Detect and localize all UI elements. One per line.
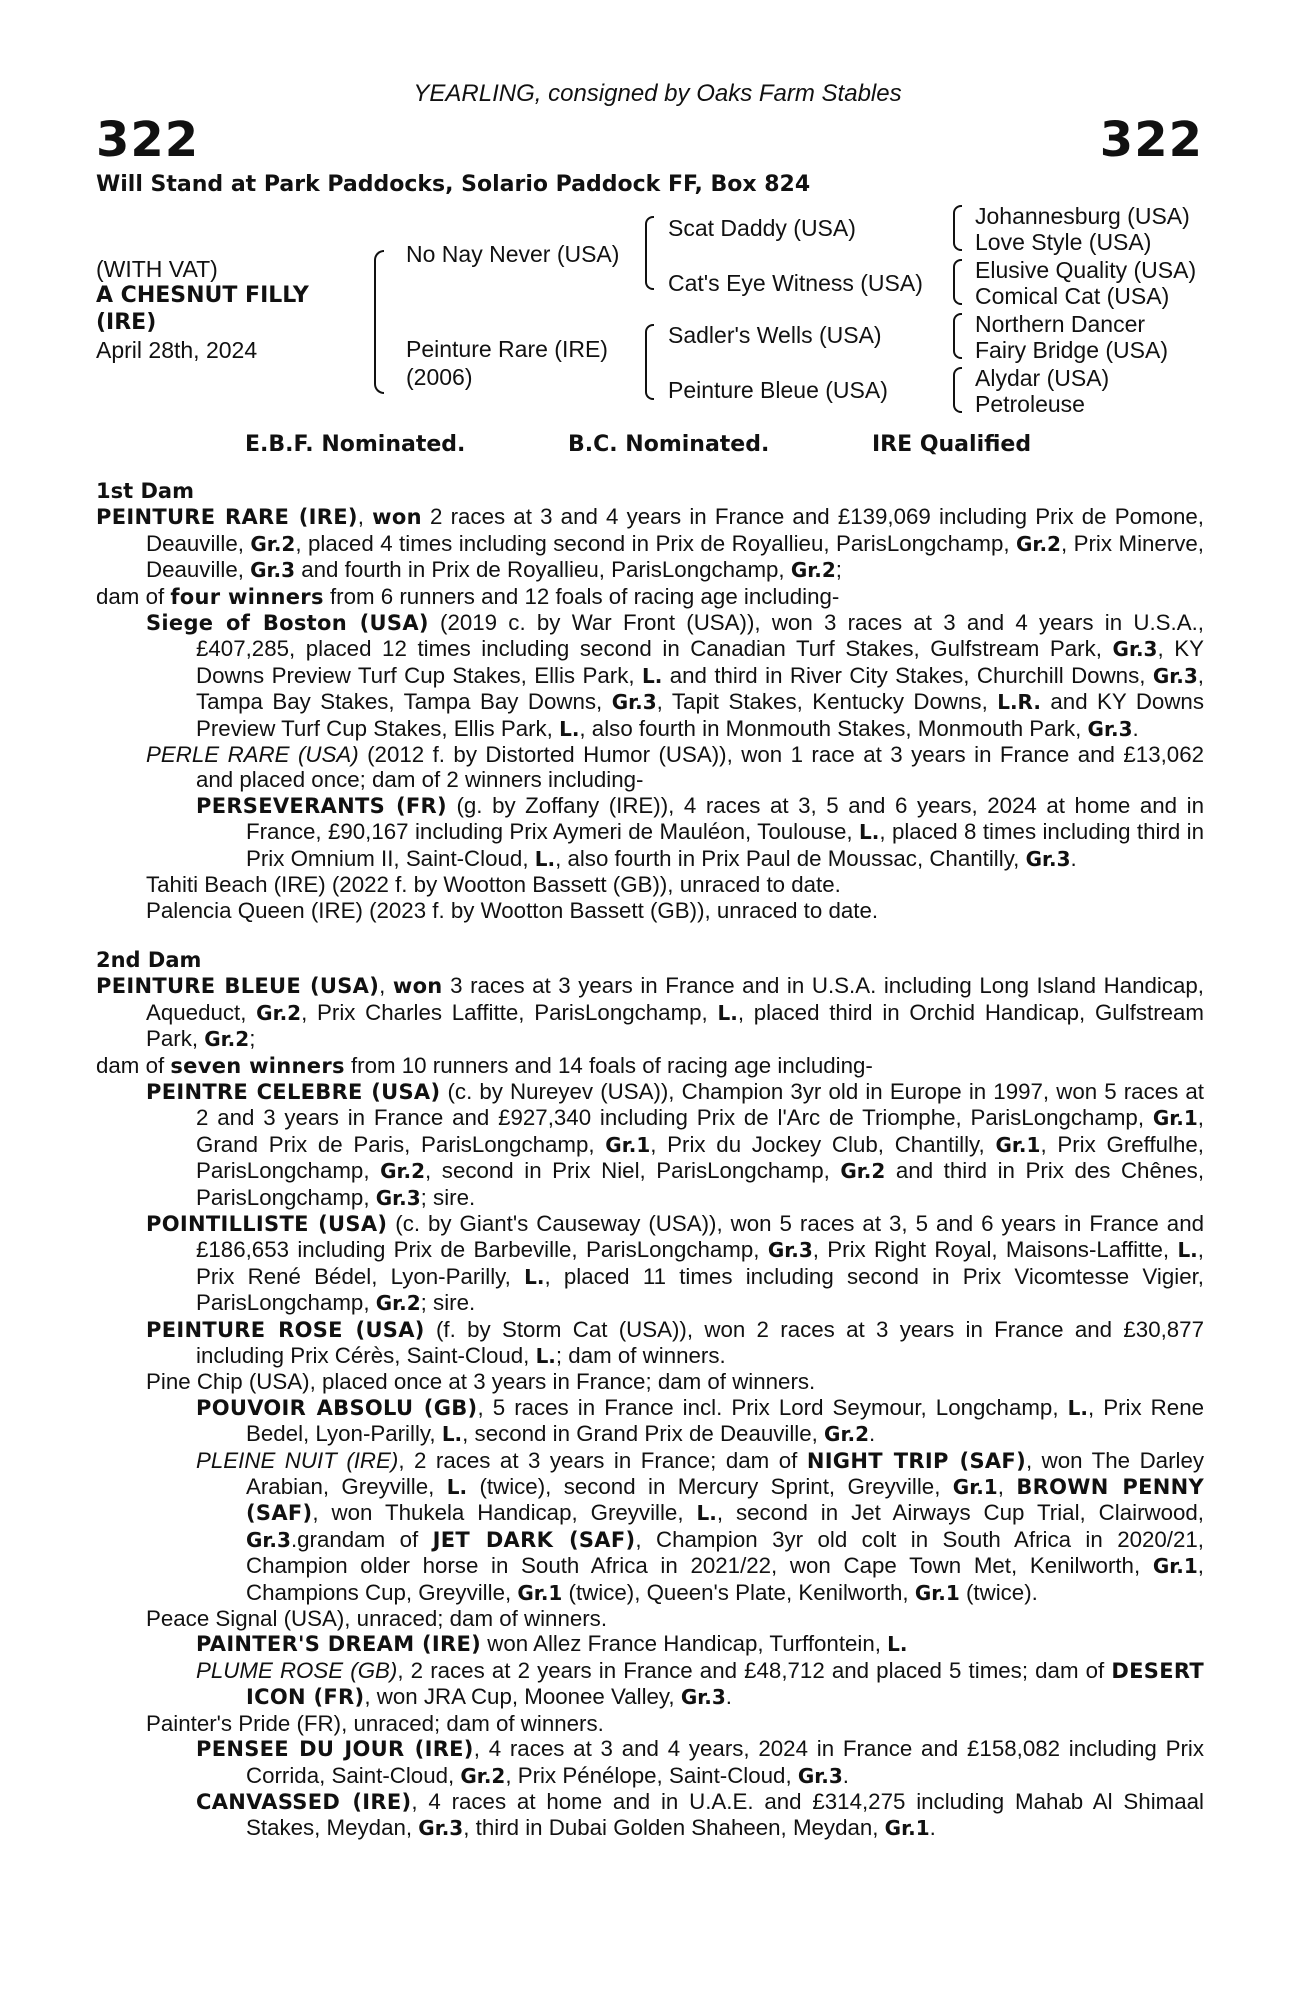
first-dam-heading: 1st Dam <box>96 479 194 503</box>
produce-entry: PAINTER'S DREAM (IRE) won Allez France Handicap, Turffontein, L. <box>196 1631 908 1657</box>
pedigree-dam-dam: Peinture Bleue (USA) <box>668 377 888 403</box>
pedigree-bracket-g4 <box>953 367 962 413</box>
produce-entry: POUVOIR ABSOLU (GB), 5 races in France incl. Prix Lord Seymour, Longchamp, L., Prix Rene Bedel, Lyon-Parilly, L., second in Grand Prix de Deauville, Gr.2. <box>196 1394 1204 1447</box>
bc-nominated: B.C. Nominated. <box>568 432 770 457</box>
pedigree-sire-dam: Cat's Eye Witness (USA) <box>668 270 923 296</box>
pedigree-gg-8: Petroleuse <box>975 391 1085 417</box>
pedigree-gg-6: Fairy Bridge (USA) <box>975 337 1168 363</box>
pedigree-sire: No Nay Never (USA) <box>406 241 620 267</box>
produce-entry: POINTILLISTE (USA) (c. by Giant's Causeway (USA)), won 5 races at 3, 5 and 6 years in France and £186,653 including Prix de Barbeville, ParisLongchamp, Gr.3, Prix Right Royal, Maisons-Laffitte, L., Prix René Bédel, Lyon-Parilly, L., placed 11 times including second in Prix Vicomtesse Vigier, ParisLongchamp, Gr.2; sire. <box>146 1210 1204 1316</box>
pedigree-bracket-g2 <box>953 259 962 305</box>
produce-entry: Pine Chip (USA), placed once at 3 years in France; dam of winners. <box>146 1369 816 1395</box>
pedigree-gg-7: Alydar (USA) <box>975 365 1110 391</box>
pedigree-gg-2: Love Style (USA) <box>975 229 1152 255</box>
produce-entry: PEINTURE ROSE (USA) (f. by Storm Cat (USA)), won 2 races at 3 years in France and £30,877 including Prix Cérès, Saint-Cloud, L.; dam of winners. <box>146 1316 1204 1368</box>
produce-entry: PLUME ROSE (GB), 2 races at 2 years in France and £48,712 and placed 5 times; dam of DESERT ICON (FR), won JRA Cup, Moonee Valley, Gr.3. <box>196 1657 1204 1710</box>
lot-number-left: 322 <box>96 112 200 168</box>
lot-description: A CHESNUT FILLY <box>96 283 309 308</box>
ebf-nominated: E.B.F. Nominated. <box>245 432 466 457</box>
first-dam-name: PEINTURE RARE (IRE) <box>96 505 358 530</box>
pedigree-bracket-sire <box>645 216 654 290</box>
produce-entry: PENSEE DU JOUR (IRE), 4 races at 3 and 4 years, 2024 in France and £158,082 including Prix Corrida, Saint-Cloud, Gr.2, Prix Pénélope, Saint-Cloud, Gr.3. <box>196 1736 1204 1788</box>
produce-entry: PERLE RARE (USA) (2012 f. by Distorted Humor (USA)), won 1 race at 3 years in France and £13,062 and placed once; dam of 2 winners including- <box>146 742 1205 793</box>
produce-entry: PEINTRE CELEBRE (USA) (c. by Nureyev (USA)), Champion 3yr old in Europe in 1997, won 5 races at 2 and 3 years in France and £927,340 including Prix de l'Arc de Triomphe, ParisLongchamp, Gr.1, Grand Prix de Paris, ParisLongchamp, Gr.1, Prix du Jockey Club, Chantilly, Gr.1, Prix Greffulhe, ParisLongchamp, Gr.2, second in Prix Niel, ParisLongchamp, Gr.2 and third in Prix des Chênes, ParisLongchamp, Gr.3; sire. <box>146 1078 1205 1210</box>
lot-breeding-country: (IRE) <box>96 310 157 335</box>
ire-qualified: IRE Qualified <box>872 432 1032 457</box>
pedigree-gg-4: Comical Cat (USA) <box>975 283 1170 309</box>
lot-number-right: 322 <box>1099 112 1203 168</box>
pedigree-gg-5: Northern Dancer <box>975 311 1146 337</box>
pedigree-notes <box>96 478 1204 1842</box>
pedigree-gg-1: Johannesburg (USA) <box>975 203 1190 229</box>
consignor-subtitle: YEARLING, consigned by Oaks Farm Stables <box>413 80 902 107</box>
pedigree-bracket-g1 <box>953 205 962 251</box>
second-dam-name: PEINTURE BLEUE (USA) <box>96 974 380 999</box>
produce-entry: CANVASSED (IRE), 4 races at home and in U.A.E. and £314,275 including Mahab Al Shimaal Stakes, Meydan, Gr.3, third in Dubai Golden Shaheen, Meydan, Gr.1. <box>196 1788 1204 1841</box>
produce-entry: Siege of Boston (USA) (2019 c. by War Front (USA)), won 3 races at 3 and 4 years in U.S.A., £407,285, placed 12 times including second in Canadian Turf Stakes, Gulfstream Park, Gr.3, KY Downs Preview Turf Cup Stakes, Ellis Park, L. and third in River City Stakes, Churchill Downs, Gr.3, Tampa Bay Stakes, Tampa Bay Downs, Gr.3, Tapit Stakes, Kentucky Downs, L.R. and KY Downs Preview Turf Cup Stakes, Ellis Park, L., also fourth in Monmouth Stakes, Monmouth Park, Gr.3. <box>146 610 1205 741</box>
pedigree-bracket-g3 <box>953 313 962 359</box>
pedigree-dam-sire: Sadler's Wells (USA) <box>668 322 882 348</box>
second-dam-record: PEINTURE BLEUE (USA), won 3 races at 3 years in France and in U.S.A. including Long Island Handicap, Aqueduct, Gr.2, Prix Charles Laffitte, ParisLongchamp, L., placed third in Orchid Handicap, Gulfstream Park, Gr.2; <box>96 973 1204 1052</box>
pedigree-sire-sire: Scat Daddy (USA) <box>668 215 856 241</box>
vat-note: (WITH VAT) <box>96 256 218 282</box>
produce-entry: PERSEVERANTS (FR) (g. by Zoffany (IRE)), 4 races at 3, 5 and 6 years, 2024 at home and in France, £90,167 including Prix Aymeri de Mauléon, Toulouse, L., placed 8 times including third in Prix Omnium II, Saint-Cloud, L., also fourth in Prix Paul de Moussac, Chantilly, Gr.3. <box>196 792 1205 871</box>
produce-entry: PLEINE NUIT (IRE), 2 races at 3 years in France; dam of NIGHT TRIP (SAF), won The Darley Arabian, Greyville, L. (twice), second in Mercury Sprint, Greyville, Gr.1, BROWN PENNY (SAF), won Thukela Handicap, Greyville, L., second in Jet Airways Cup Trial, Clairwood, Gr.3.grandam of JET DARK (SAF), Champion 3yr old colt in South Africa in 2020/21, Champion older horse in South Africa in 2021/22, won Cape Town Met, Kenilworth, Gr.1, Champions Cup, Greyville, Gr.1 (twice), Queen's Plate, Kenilworth, Gr.1 (twice). <box>196 1447 1205 1605</box>
pedigree-bracket-main <box>374 250 384 394</box>
first-dam-produce-summary: dam of four winners from 6 runners and 12 foals of racing age including- <box>96 583 840 609</box>
second-dam-heading: 2nd Dam <box>96 947 202 972</box>
stand-location: Will Stand at Park Paddocks, Solario Paddock FF, Box 824 <box>96 172 811 197</box>
pedigree-bracket-dam <box>645 324 654 400</box>
pedigree-dam-year: (2006) <box>406 364 473 390</box>
pedigree-gg-3: Elusive Quality (USA) <box>975 257 1197 283</box>
pedigree-dam: Peinture Rare (IRE) <box>406 336 608 362</box>
produce-entry: Tahiti Beach (IRE) (2022 f. by Wootton Bassett (GB)), unraced to date. <box>146 872 841 898</box>
produce-entry: Painter's Pride (FR), unraced; dam of winners. <box>146 1710 604 1736</box>
produce-entry: Peace Signal (USA), unraced; dam of winners. <box>146 1606 608 1632</box>
first-dam-record: PEINTURE RARE (IRE), won 2 races at 3 and 4 years in France and £139,069 including Prix de Pomone, Deauville, Gr.2, placed 4 times including second in Prix de Royallieu, ParisLongchamp, Gr.2, Prix Minerve, Deauville, Gr.3 and fourth in Prix de Royallieu, ParisLongchamp, Gr.2; <box>96 504 1205 583</box>
produce-entry: Palencia Queen (IRE) (2023 f. by Wootton Bassett (GB)), unraced to date. <box>146 897 879 923</box>
foaling-date: April 28th, 2024 <box>96 337 258 363</box>
second-dam-produce-summary: dam of seven winners from 10 runners and 14 foals of racing age including- <box>96 1052 873 1078</box>
